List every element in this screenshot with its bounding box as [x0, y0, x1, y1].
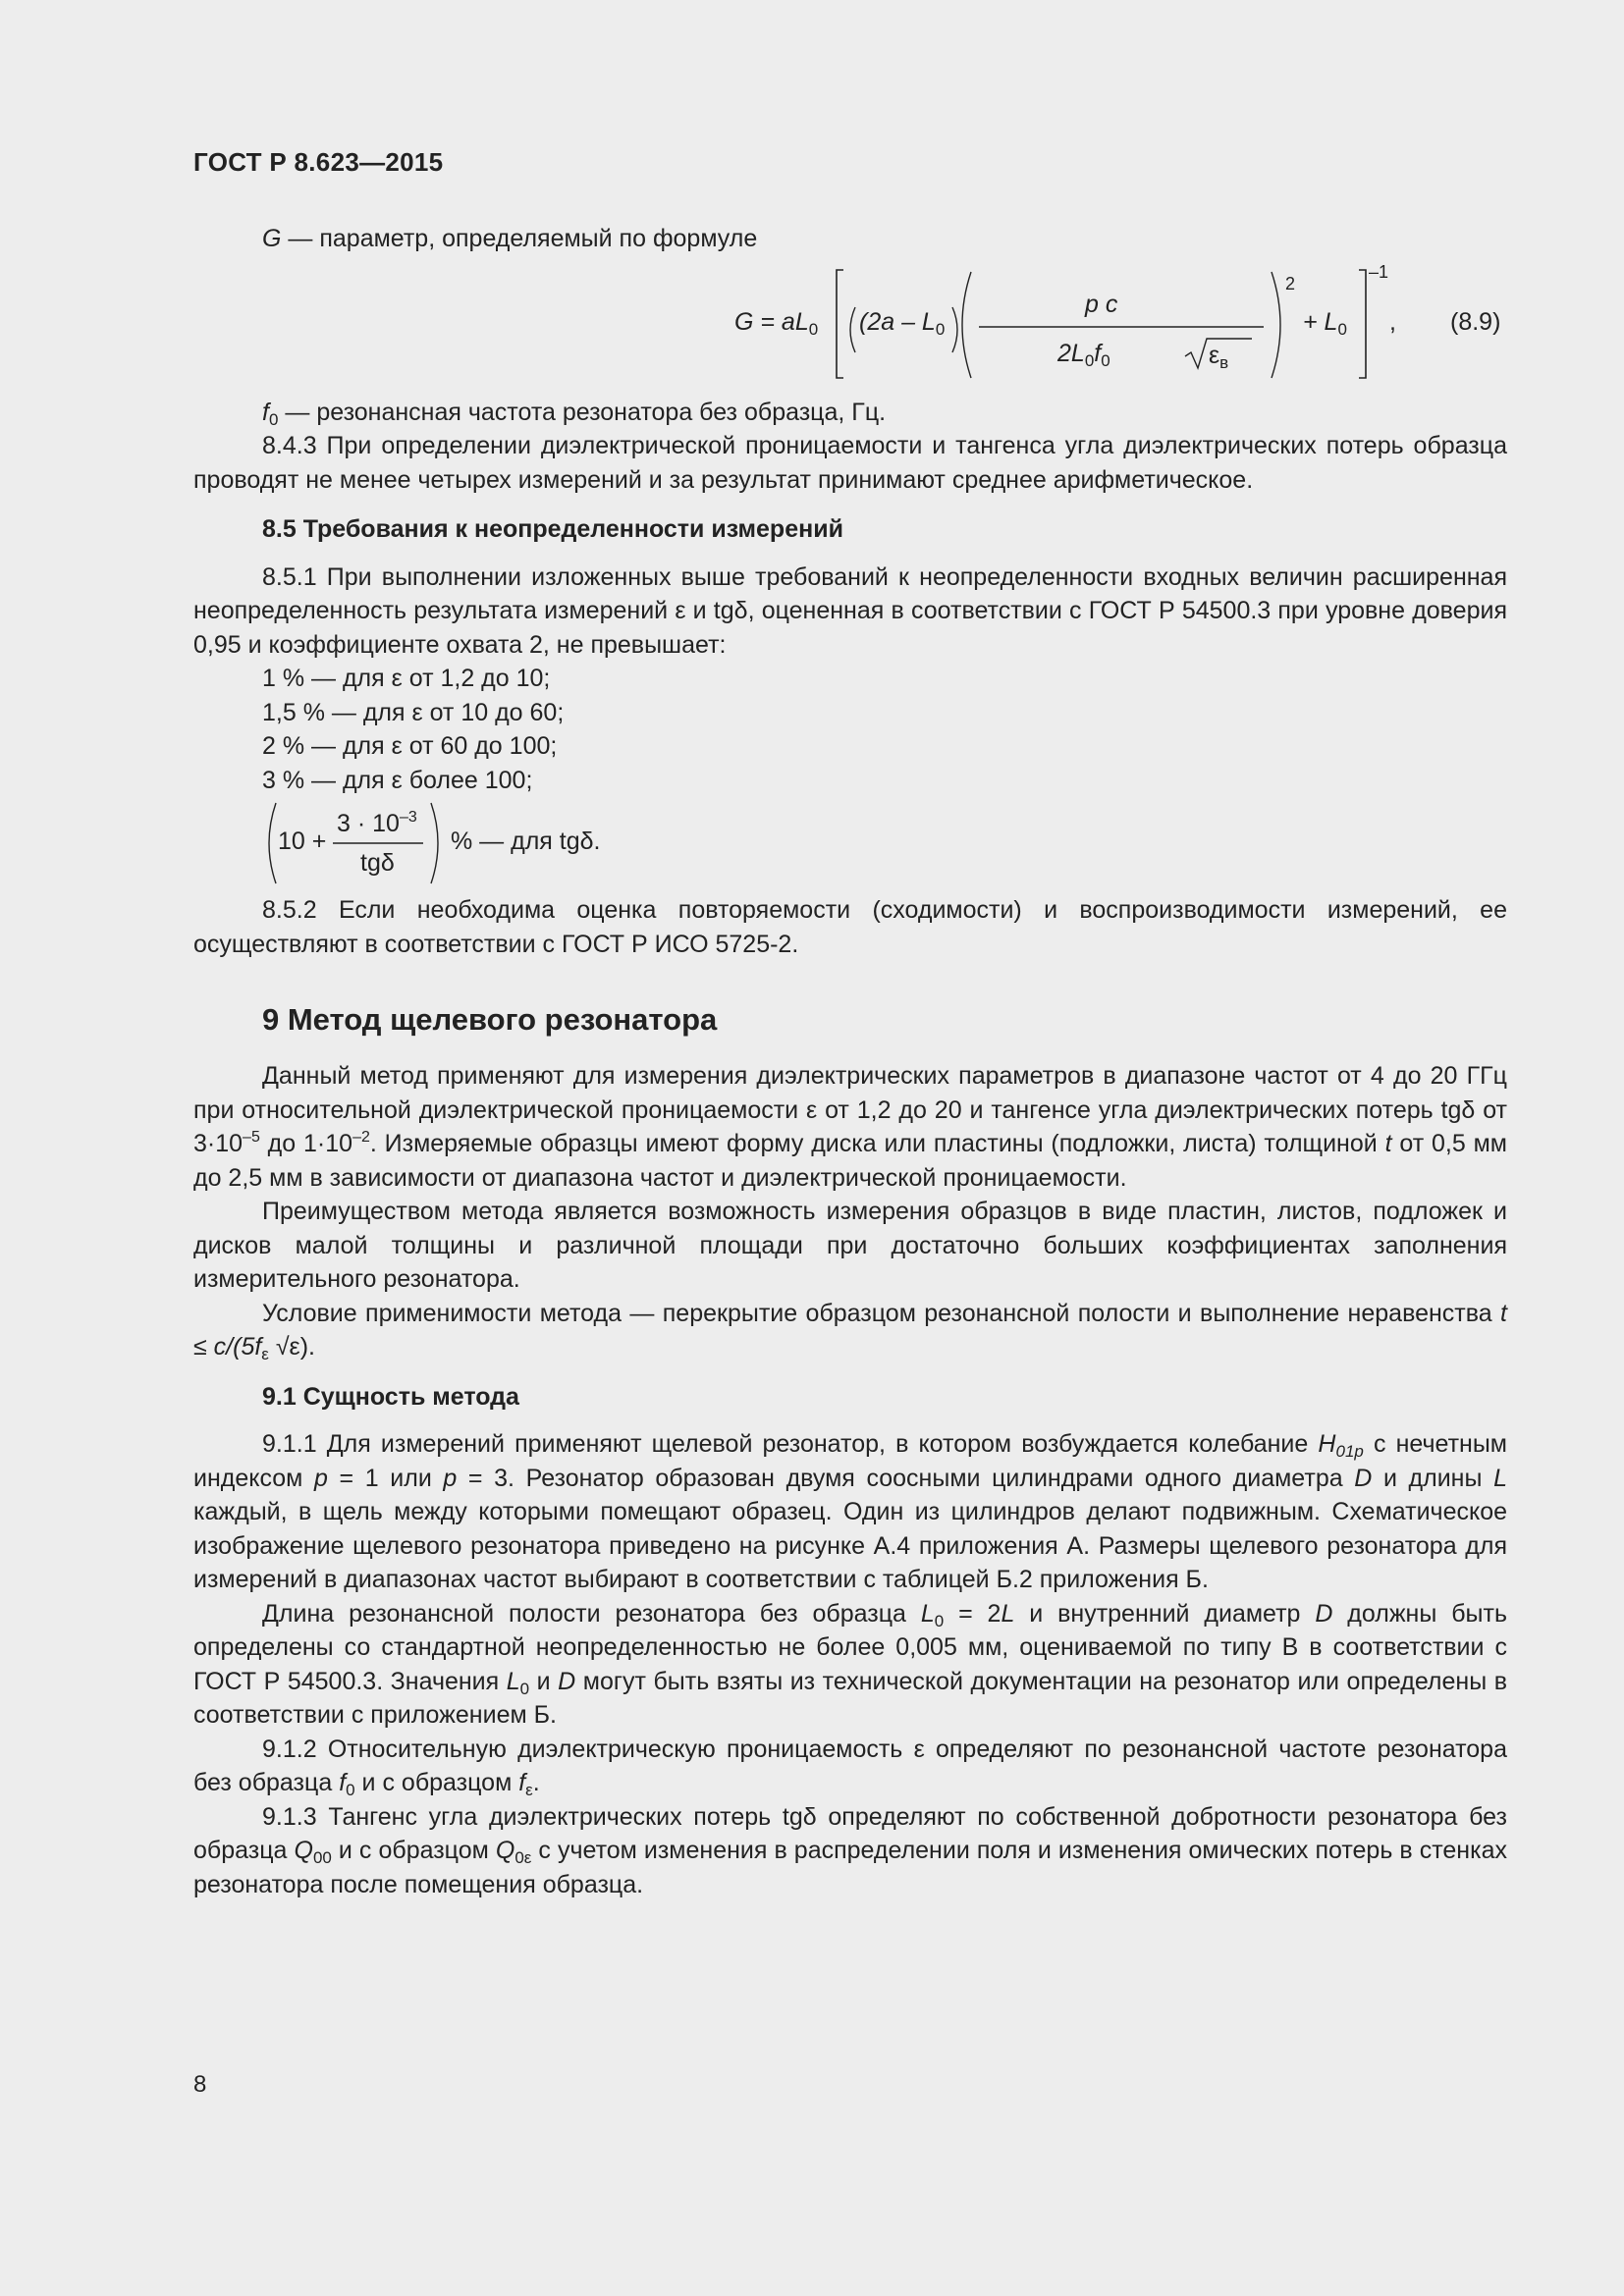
p9a-t4: от 0,5 мм до 2,5 мм в зависимости от диапазона частот и диэлектрической проницаемости.	[193, 1130, 1507, 1192]
paragraph-9-1-2	[193, 1733, 1507, 1800]
p9a-t3: . Измеряемые образцы имеют форму диска или пластины (подложки, листа) толщиной	[369, 1130, 1385, 1157]
formula-bigparen-right	[1272, 272, 1280, 378]
p913-t3: с учетом изменения в распределении поля и изменения омических потерь в стенках резонатора после помещения образца.	[193, 1837, 1507, 1898]
range-item: 1 % — для ε от 1,2 до 10;	[262, 665, 551, 692]
p912-f-sub: 0	[346, 1781, 355, 1799]
p911b-t2: = 2	[944, 1599, 1001, 1628]
formula-open-label: (2a – L	[859, 307, 936, 336]
p911b-L0b-sub: 0	[519, 1679, 530, 1698]
p913-t1: 9.1.3 Тангенс угла диэлектрических потерь tgδ определяют по собственной добротности резонатора без образца	[193, 1802, 1507, 1864]
formula-comma: ,	[1389, 307, 1396, 336]
p911-t3: = 1 или	[327, 1464, 444, 1492]
tan-num-label: 3 · 10	[337, 810, 400, 837]
p911-p1: p	[313, 1464, 328, 1492]
page-number: 8	[193, 2071, 207, 2098]
paragraph-9-c	[193, 1297, 1507, 1364]
tan-num-exp: –3	[399, 809, 417, 826]
p9c-ineq-tail: √ε).	[268, 1333, 315, 1361]
formula-lhs-wrap	[734, 307, 818, 337]
formula-eps-sub: в	[1219, 352, 1229, 372]
p9a-t1: Данный метод применяют для измерения диэлектрических параметров в диапазоне частот от 4 до 20 ГГц при относительной диэлектрической проницаемости ε от 1,2 до 20 и тангенсе угла диэлектрических потерь tgδ от 3·10	[193, 1062, 1507, 1157]
p912-t1: 9.1.2 Относительную диэлектрическую проницаемость ε определяют по резонансной частоте резонатора без образца	[193, 1735, 1507, 1796]
paragraph-9-a	[193, 1059, 1507, 1195]
formula-pow2: 2	[1285, 273, 1296, 294]
formula-num-label: p c	[1085, 290, 1118, 318]
heading-9: 9 Метод щелевого резонатора	[262, 1002, 718, 1037]
p911-t4: = 3. Резонатор образован двумя соосными цилиндрами одного диаметра	[457, 1464, 1355, 1492]
formula-right-bracket	[1359, 270, 1366, 378]
paragraph-9-1-1	[193, 1427, 1507, 1597]
f0-symbol: f	[262, 398, 269, 426]
p913-Q: Q	[294, 1837, 313, 1864]
paragraph-9-b: Преимуществом метода является возможность измерения образцов в виде пластин, листов, подложек и дисков малой толщины и различной площади при достаточно больших коэффициентах заполнения измерительного резонатора.	[193, 1198, 1507, 1293]
formula-plus-label: + L	[1303, 307, 1338, 336]
p911-t6: каждый, в щель между которыми помещают образец. Один из цилиндров делают подвижным. Схематическое изображение щелевого резонатора приведено на рисунке А.4 приложения А. Размеры щелевого резонатора для измерений в диапазонах частот выбирают в соответствии с таблицей Б.2 приложения Б.	[193, 1498, 1507, 1593]
tan-paren-right	[431, 803, 438, 883]
formula-eps	[1209, 341, 1228, 370]
range-item: 1,5 % — для ε от 10 до 60;	[262, 698, 565, 726]
formula-bigparen-left	[962, 272, 971, 378]
p913-Qe: Q	[495, 1837, 515, 1864]
formula-number: (8.9)	[1450, 307, 1501, 336]
tan-delta-formula	[262, 799, 1507, 887]
formula-den-label: 2L	[1057, 339, 1085, 367]
p913-t2: и с образцом	[331, 1837, 496, 1864]
document-header: ГОСТ Р 8.623—2015	[193, 147, 444, 177]
p911b-t6: могут быть взяты из технической документации на резонатор или определены в соответствии с приложением Б.	[193, 1667, 1507, 1729]
p911b-t3: и внутренний диаметр	[1014, 1599, 1316, 1628]
formula-lhs-sub: 0	[808, 319, 819, 339]
p9c-ineq: t ≤ c/(5f	[193, 1299, 1507, 1361]
g-definition-text: — параметр, определяемый по формуле	[281, 225, 758, 252]
tan-denominator: tgδ	[360, 849, 395, 877]
p911b-t1: Длина резонансной полости резонатора без образца	[262, 1599, 921, 1628]
g-definition	[193, 222, 1507, 256]
p9a-e2: –2	[352, 1129, 370, 1146]
p911b-L: L	[1001, 1599, 1015, 1628]
formula-den-f-sub: 0	[1101, 350, 1110, 370]
p912-t3: .	[532, 1769, 540, 1796]
formula-paren-left	[850, 307, 855, 352]
p913-Qe-sub: 0ε	[514, 1848, 532, 1867]
range-item: 2 % — для ε от 60 до 100;	[262, 732, 558, 760]
p911-t1: 9.1.1 Для измерений применяют щелевой резонатор, в котором возбуждается колебание	[262, 1430, 1319, 1458]
formula-eps-label: ε	[1209, 341, 1220, 369]
p911-t2: с нечетным индексом	[193, 1430, 1507, 1492]
p911-p2: p	[443, 1464, 458, 1492]
p9c-t1: Условие применимости метода — перекрытие образцом резонансной полости и выполнение неравенства	[262, 1299, 1501, 1327]
range-item: 3 % — для ε более 100;	[262, 766, 533, 794]
p911-H: H	[1318, 1430, 1336, 1458]
p9a-e1: –5	[243, 1129, 260, 1146]
paragraph-8-5-1: 8.5.1 При выполнении изложенных выше требований к неопределенности входных величин расширенная неопределенность результата измерений ε и tgδ, оцененная в соответствии с ГОСТ Р 54500.3 при уровне доверия 0,95 и коэффициенте охвата 2, не превышает:	[193, 562, 1507, 659]
heading-8-5: 8.5 Требования к неопределенности измерений	[262, 515, 843, 543]
f0-sub: 0	[268, 409, 279, 429]
paragraph-8-5-2: 8.5.2 Если необходима оценка повторяемости (сходимости) и воспроизводимости измерений, ее осуществляют в соответствии с ГОСТ Р ИСО 5725-2.	[193, 896, 1507, 958]
p9a-t2: до 1·10	[259, 1130, 353, 1157]
p912-fe: f	[518, 1769, 526, 1796]
formula-paren-right	[952, 307, 957, 352]
p911b-L0b: L	[506, 1667, 520, 1695]
p912-f: f	[339, 1769, 347, 1796]
paragraph-9-1-1-b	[193, 1597, 1507, 1733]
p912-t2: и с образцом	[354, 1769, 519, 1796]
heading-9-1: 9.1 Сущность метода	[262, 1382, 519, 1411]
p911b-D: D	[1315, 1599, 1333, 1628]
p911-D: D	[1354, 1464, 1373, 1492]
formula-numerator	[1085, 290, 1117, 319]
p911b-L0: L	[920, 1599, 935, 1628]
formula-8-9	[193, 261, 1507, 392]
formula-open-sub: 0	[935, 319, 946, 339]
p9c-ineq-sub: ε	[261, 1345, 269, 1363]
tan-tail: % — для tgδ.	[451, 828, 601, 855]
paragraph-8-4-3: 8.4.3 При определении диэлектрической проницаемости и тангенса угла диэлектрических потерь образца проводят не менее четырех измерений и за результат принимают среднее арифметическое.	[193, 432, 1507, 494]
p911-H-sub: 01p	[1335, 1442, 1364, 1461]
p911b-t5: и	[529, 1667, 559, 1695]
p9a-t-sym: t	[1384, 1130, 1392, 1157]
p911b-t4: должны быть определены со стандартной неопределенностью не более 0,005 мм, оцениваемой по типу В в соответствии с ГОСТ Р 54500.3. Значения	[193, 1599, 1507, 1695]
p913-Q-sub: 00	[312, 1848, 332, 1867]
p912-fe-sub: ε	[525, 1781, 533, 1799]
f0-definition-text: — резонансная частота резонатора без образца, Гц.	[278, 398, 887, 426]
document-body	[193, 222, 1507, 1901]
formula-denominator	[1057, 339, 1110, 368]
formula-plus	[1303, 307, 1347, 337]
formula-plus-sub: 0	[1337, 319, 1347, 339]
p911b-L0-sub: 0	[934, 1611, 945, 1630]
formula-den-sub: 0	[1084, 350, 1095, 370]
p911-L: L	[1493, 1464, 1507, 1492]
formula-den-f: f	[1094, 339, 1102, 367]
formula-lhs-label: G = aL	[734, 307, 809, 336]
formula-left-bracket	[837, 270, 843, 378]
formula-open-wrap	[859, 307, 945, 337]
g-symbol: G	[262, 225, 282, 252]
formula-powm1: –1	[1369, 261, 1389, 282]
tan-ten: 10 +	[278, 828, 327, 855]
p911b-D2: D	[558, 1667, 576, 1695]
f0-definition	[193, 396, 1507, 430]
paragraph-9-1-3	[193, 1800, 1507, 1902]
p911-t5: и длины	[1372, 1464, 1494, 1492]
tan-paren-left	[269, 803, 276, 883]
tan-numerator	[337, 809, 417, 838]
